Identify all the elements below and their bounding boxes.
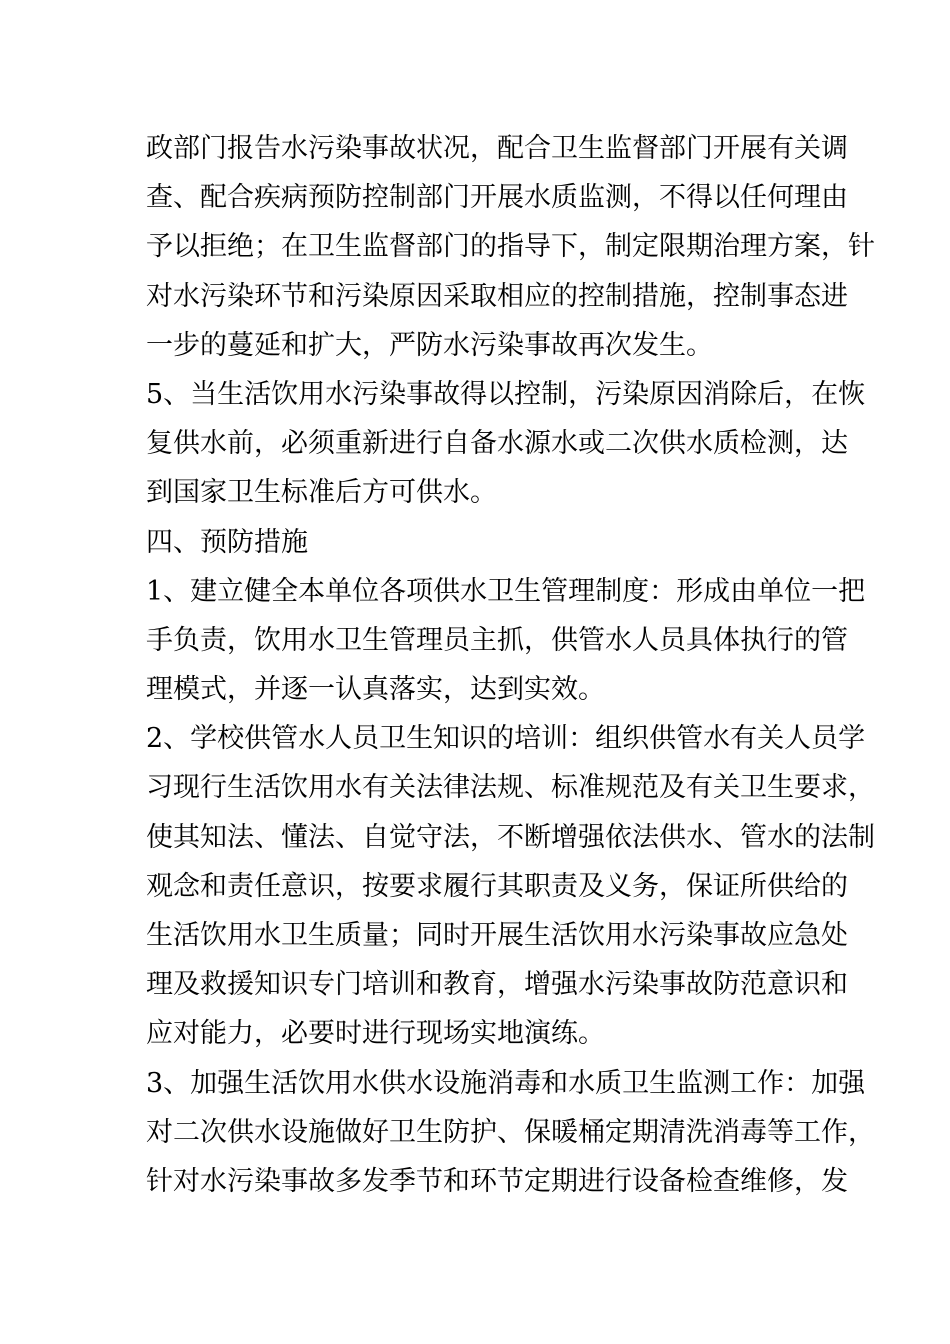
section-heading: 四、预防措施 [146, 526, 308, 558]
text-line: 政部门报告水污染事故状况，配合卫生监督部门开展有关调 [146, 133, 848, 164]
text-line: 理及救援知识专门培训和教育，增强水污染事故防范意识和 [146, 969, 848, 1001]
text-line: 生活饮用水卫生质量；同时开展生活饮用水污染事故应急处 [146, 920, 848, 951]
text-line: 1、建立健全本单位各项供水卫生管理制度：形成由单位一把 [146, 575, 866, 607]
text-line: 手负责，饮用水卫生管理员主抓，供管水人员具体执行的管 [146, 624, 848, 656]
text-line: 观念和责任意识，按要求履行其职责及义务，保证所供给的 [146, 870, 848, 902]
text-line: 使其知法、懂法、自觉守法，不断增强依法供水、管水的法制 [146, 821, 875, 853]
text-line: 查、配合疾病预防控制部门开展水质监测，不得以任何理由 [146, 182, 848, 214]
text-line: 针对水污染事故多发季节和环节定期进行设备检查维修，发 [146, 1165, 848, 1197]
text-line: 到国家卫生标准后方可供水。 [146, 477, 497, 509]
text-line: 理模式，并逐一认真落实，达到实效。 [146, 674, 605, 706]
text-line: 2、学校供管水人员卫生知识的培训：组织供管水有关人员学 [146, 723, 866, 755]
text-line: 予以拒绝；在卫生监督部门的指导下，制定限期治理方案，针 [146, 231, 875, 263]
text-line: 习现行生活饮用水有关法律法规、标准规范及有关卫生要求， [146, 772, 875, 804]
text-line: 一步的蔓延和扩大，严防水污染事故再次发生。 [146, 329, 713, 361]
body-text [146, 124, 875, 1206]
text-line: 对水污染环节和污染原因采取相应的控制措施，控制事态进 [146, 280, 848, 312]
text-line: 应对能力，必要时进行现场实地演练。 [146, 1018, 605, 1050]
text-line: 5、当生活饮用水污染事故得以控制，污染原因消除后，在恢 [146, 378, 866, 410]
text-line: 3、加强生活饮用水供水设施消毒和水质卫生监测工作：加强 [146, 1067, 866, 1099]
text-line: 复供水前，必须重新进行自备水源水或二次供水质检测，达 [146, 428, 848, 460]
text-line: 对二次供水设施做好卫生防护、保暖桶定期清洗消毒等工作， [146, 1116, 875, 1148]
